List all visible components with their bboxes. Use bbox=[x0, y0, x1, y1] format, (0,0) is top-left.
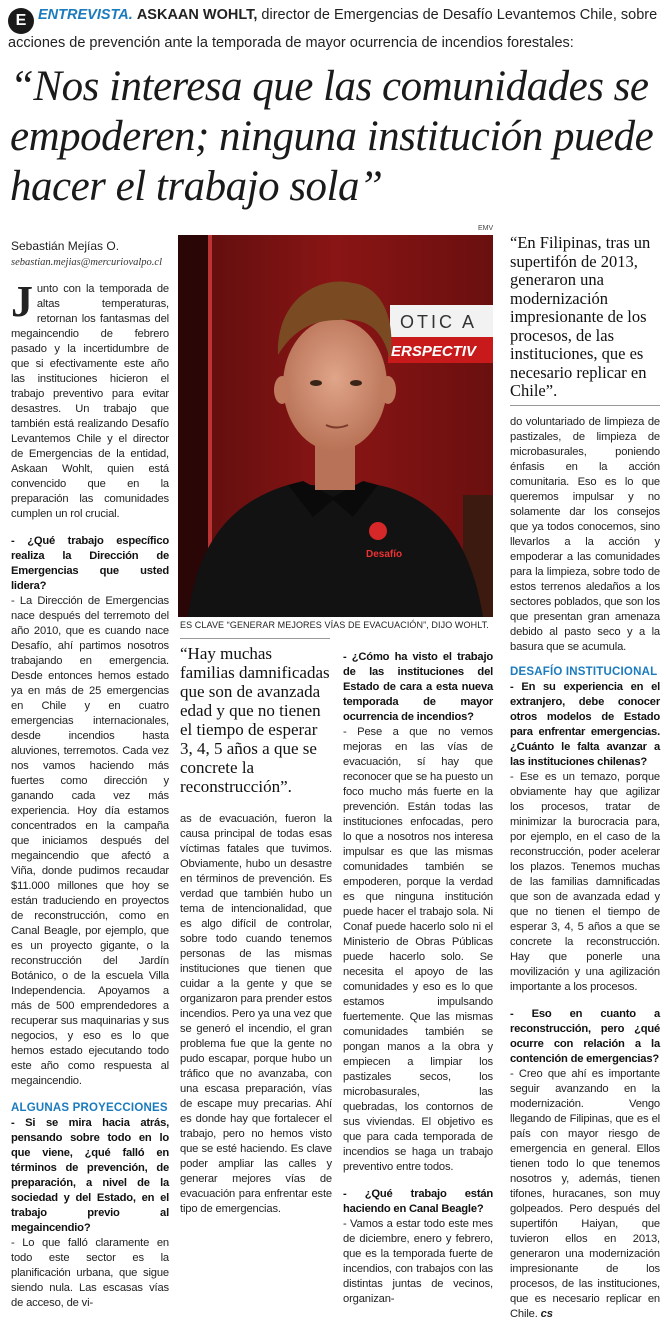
subhead-proyecciones: ALGUNAS PROYECCIONES bbox=[11, 1102, 168, 1114]
column-1 bbox=[11, 277, 169, 1311]
answer-2: - Lo que falló claramente en todo este sector es la planificación urbana, que sigue siendo nula. Las escasas vías de acceso, de vi- bbox=[11, 1237, 169, 1309]
question-5: - En su experiencia en el extranjero, debe conocer otros modelos de Estado para enfrentar emergencias. ¿Cuánto le falta avanzar a las instituciones chilenas? bbox=[510, 681, 660, 768]
section-label: ENTREVISTA. bbox=[38, 7, 133, 23]
question-2: - Si se mira hacia atrás, pensando sobre todo en lo que viene, ¿qué falló en términos de prevención, de preparación, a nivel de la sociedad y del Estado, en el trabajo previo al megaincendio? bbox=[11, 1117, 169, 1234]
sign-text-1: OTIC A bbox=[400, 312, 478, 332]
pull-quote-rule bbox=[180, 638, 330, 639]
photo-caption: ES CLAVE “GENERAR MEJORES VÍAS DE EVACUACIÓN”, DIJO WOHLT. bbox=[180, 620, 489, 630]
shirt-logo: Desafío bbox=[366, 549, 403, 560]
pull-quote-1: “Hay muchas familias damnificadas que son de avanzada edad y que no tienen el tiempo de esperar 3, 4, 5 años a que se concrete la reconstrucción”. bbox=[180, 644, 330, 796]
kicker-text: director de Emergencias de Desafío Levantemos Chile, sobre acciones de prevención ante la temporada de mayor ocurrencia de incendios forestales: bbox=[8, 7, 658, 51]
column-2-text: as de evacuación, fueron la causa principal de todas esas víctimas fatales que tuvimos. Obviamente, hubo un desastre en términos de prevención. Es verdad que también hubo un tema de intencionalidad, que es algo difícil de controlar, sobre todo cuando tenemos personas de las mismas instituciones que tienen que cuidar a la gente y que se organizaron para prender estos incendios. Pero ya una vez que se generó el incendio, el gran problema fue que la gente no pudo escapar, porque hubo un tráfico que no avanzaba, con una escasa preparación, vías de escape muy precarias. Ahí es donde hay que fortalecer el trabajo, pero no hemos visto que se esté haciendo. Es clave poder ampliar las calles y generar mejores vías de evacuación para enfrentar este tipo de emergencias. bbox=[180, 813, 332, 1215]
answer-1: - La Dirección de Emergencias nace después del terremoto del año 2010, que es cuando nace Desafío, ahí partimos nosotros trabajando en emergencia. Desde entonces hemos estado ya en más de 25 emergencias en Chile y en cuatro emergencias internacionales, desde incendios hasta aluviones, terremotos. Cada vez nos vamos haciendo más fuertes como dirección y ganando cada vez más experiencia. Hoy día estamos concentrados en la campaña que iniciamos después del megaincendio que afectó a Viña, donde pudimos recaudar $11.000 millones que hoy se están traduciendo en proyectos de reconstrucción, como en Canal Beagle, por ejemplo, que es un proyecto gigante, o la reconstrucción del Jardín Botánico, o de la escuela Villa Independencia. Apoyamos a más de 500 emprendedores a recuperar sus maquinarias y sus negocios, y eso es lo que hemos estado ejecutando todo este año como respuesta al megaincendio. bbox=[11, 595, 169, 1087]
byline bbox=[11, 238, 171, 272]
byline-author: Sebastián Mejías O. bbox=[11, 239, 120, 253]
interviewee-name: ASKAAN WOHLT, bbox=[136, 7, 258, 23]
column-3 bbox=[343, 650, 493, 1307]
answer-4-continued: do voluntariado de limpieza de pastizales, de limpieza de microbasurales, poniendo énfasis en la acción comunitaria. Eso es lo que queremos impulsar y no solamente dar los consejos que ya todos conocemos, sino llevarlos a la acción y empoderar a las comunidades para la limpieza, sobre todo de estos terrenos aledaños a los sectores poblados, que son los que presentan gran amenaza debido al pasto seco y a la basura que se acumula. bbox=[510, 416, 660, 653]
article-kicker bbox=[8, 6, 660, 53]
drop-cap: J bbox=[11, 277, 33, 326]
pull-quote-2-rule bbox=[510, 405, 660, 406]
byline-email: sebastian.mejias@mercuriovalpo.cl bbox=[11, 257, 162, 268]
question-3: - ¿Cómo ha visto el trabajo de las instituciones del Estado de cara a esta nueva temporada de mayor ocurrencia de incendios? bbox=[343, 651, 493, 723]
answer-3: - Pese a que no vemos mejoras en las vías de evacuación, sí hay que reconocer que se ha puesto un foco mucho más fuerte en la prevención. Están todas las instituciones enfocadas, pero lo que a nosotros nos interesa impulsar es que las mismas comunidades también se empoderen, porque la verdad es que ninguna institución puede hacer el trabajo sola. Ni Conaf puede hacerlo solo ni el Ministerio de Obras Públicas puede hacerlo solo. Se necesita el apoyo de las comunidades y eso es lo que estamos impulsando fuertemente. Que las mismas comunidades también se pongan manos a la obra y empiecen a limpiar los pastizales secos, los microbasurales, las quebradas, los contornos de sus viviendas. El objetivo es que para cada temporada de incendios se haga un trabajo preventivo entre todos. bbox=[343, 726, 493, 1173]
question-6: - Eso en cuanto a reconstrucción, pero ¿qué ocurre con relación a la contención de emergencias? bbox=[510, 1008, 660, 1065]
answer-4: - Vamos a estar todo este mes de diciembre, enero y febrero, que es la temporada fuerte de incendios, con trabajos con las distintas juntas de vecinos, organizan- bbox=[343, 1218, 493, 1305]
question-1: - ¿Qué trabajo específico realiza la Dirección de Emergencias que usted lidera? bbox=[11, 535, 169, 592]
answer-5: - Ese es un temazo, porque obviamente hay que agilizar los procesos, tratar de minimizar la burocracia para, por ejemplo, en el caso de la reconstrucción, poder acelerar los plazos. Tenemos muchas de las familias damnificadas que son de avanzada edad y que no tienen el tiempo de esperar 3, 4, 5 años a que se concrete la reconstrucción. Hay que ponerle una movilización y una agilización importante a los procesos. bbox=[510, 771, 660, 993]
sign-text-2: ERSPECTIV bbox=[391, 343, 477, 360]
interview-photo-illustration bbox=[178, 235, 493, 617]
headline: “Nos interesa que las comunidades se empoderen; ninguna institución puede hacer el trabajo sola” bbox=[10, 63, 654, 210]
answer-6: - Creo que ahí es importante seguir avanzando en la modernización. Vengo llegando de Filipinas, que es el país con mayor riesgo de emergencia en general. Ellos tienen todo lo que tenemos nosotros y, además, tienen tifones, huracanes, son muy golpeados. Pero después del supertifón Haiyan, que tuvieron ellos en 2013, generaron una modernización impresionante de los procesos, de las instituciones, que es necesario replicar en Chile. cs bbox=[510, 1068, 660, 1320]
intro-paragraph: Junto con la temporada de altas temperaturas, retornan los fantasmas del megaincendio de febrero pasado y la incertidumbre de que si efectivamente este año las instituciones hicieron el trabajo preventivo para evitar desastres. Un trabajo que también está realizando Desafío Levantemos Chile y el director de Emergencias de la entidad, Askaan Wohlt, quien está convencido que en la preparación las comunidades cumplen un rol crucial. bbox=[11, 277, 169, 520]
column-4 bbox=[510, 415, 660, 1322]
section-badge: E bbox=[8, 8, 34, 34]
interview-photo bbox=[178, 235, 493, 617]
subhead-desafio: DESAFÍO INSTITUCIONAL bbox=[510, 666, 658, 678]
photo-credit: EMV bbox=[478, 225, 494, 232]
end-mark: cs bbox=[540, 1308, 553, 1320]
pull-quote-2: “En Filipinas, tras un supertifón de 2013, generaron una modernización impresionante de los procesos, de las instituciones, que es necesario replicar en Chile”. bbox=[510, 233, 651, 400]
question-4: - ¿Qué trabajo están haciendo en Canal Beagle? bbox=[343, 1188, 493, 1215]
